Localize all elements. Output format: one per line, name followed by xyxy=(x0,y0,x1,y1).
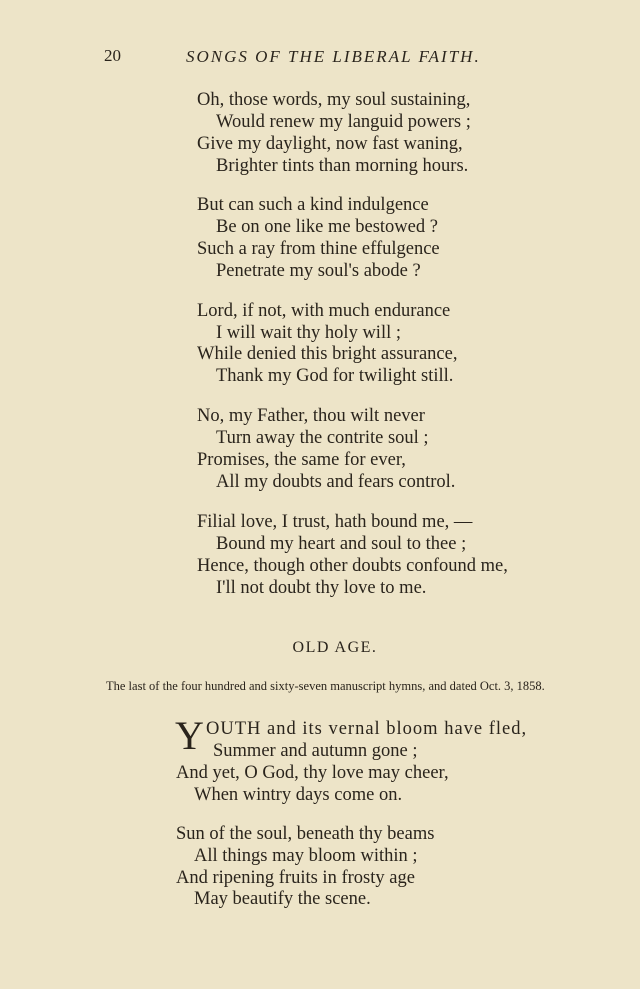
verse-line: Thank my God for twilight still. xyxy=(216,366,454,386)
verse-line: Hence, though other doubts confound me, xyxy=(197,556,508,576)
verse-line: And ripening fruits in frosty age xyxy=(176,868,415,888)
page-number: 20 xyxy=(104,46,121,65)
verse-line: While denied this bright assurance, xyxy=(197,344,458,364)
verse-line: May beautify the scene. xyxy=(194,889,371,909)
hymn-note: The last of the four hundred and sixty-seven manuscript hymns, and dated Oct. 3, 1858. xyxy=(106,679,545,693)
verse-line: Oh, those words, my soul sustaining, xyxy=(197,90,471,110)
verse-line: OUTH and its vernal bloom have fled, xyxy=(206,719,528,739)
verse-line: But can such a kind indulgence xyxy=(197,195,429,215)
verse-line: Give my daylight, now fast waning, xyxy=(197,134,463,154)
running-head: SONGS OF THE LIBERAL FAITH. xyxy=(186,47,481,66)
verse-line: Such a ray from thine effulgence xyxy=(197,239,440,259)
verse-line: Sun of the soul, beneath thy beams xyxy=(176,824,435,844)
verse-line: Filial love, I trust, hath bound me, — xyxy=(197,512,473,532)
verse-line: Lord, if not, with much endurance xyxy=(197,301,451,321)
verse-line: Penetrate my soul's abode ? xyxy=(216,261,421,281)
verse-line: All my doubts and fears control. xyxy=(216,472,456,492)
verse-line: Brighter tints than morning hours. xyxy=(216,156,469,176)
verse-line: Promises, the same for ever, xyxy=(197,450,406,470)
verse-line: I will wait thy holy will ; xyxy=(216,323,401,343)
verse-line: Would renew my languid powers ; xyxy=(216,112,471,132)
verse-line: Turn away the contrite soul ; xyxy=(216,428,429,448)
drop-cap: Y xyxy=(175,713,204,758)
verse-line: Summer and autumn gone ; xyxy=(213,741,418,761)
verse-line: All things may bloom within ; xyxy=(194,846,418,866)
verse-line: No, my Father, thou wilt never xyxy=(197,406,425,426)
hymn-title: OLD AGE. xyxy=(292,639,378,656)
verse-line: Be on one like me bestowed ? xyxy=(216,217,438,237)
verse-line: Bound my heart and soul to thee ; xyxy=(216,534,467,554)
verse-line: I'll not doubt thy love to me. xyxy=(216,578,427,598)
verse-line: When wintry days come on. xyxy=(194,785,403,805)
verse-line: And yet, O God, thy love may cheer, xyxy=(176,763,449,783)
